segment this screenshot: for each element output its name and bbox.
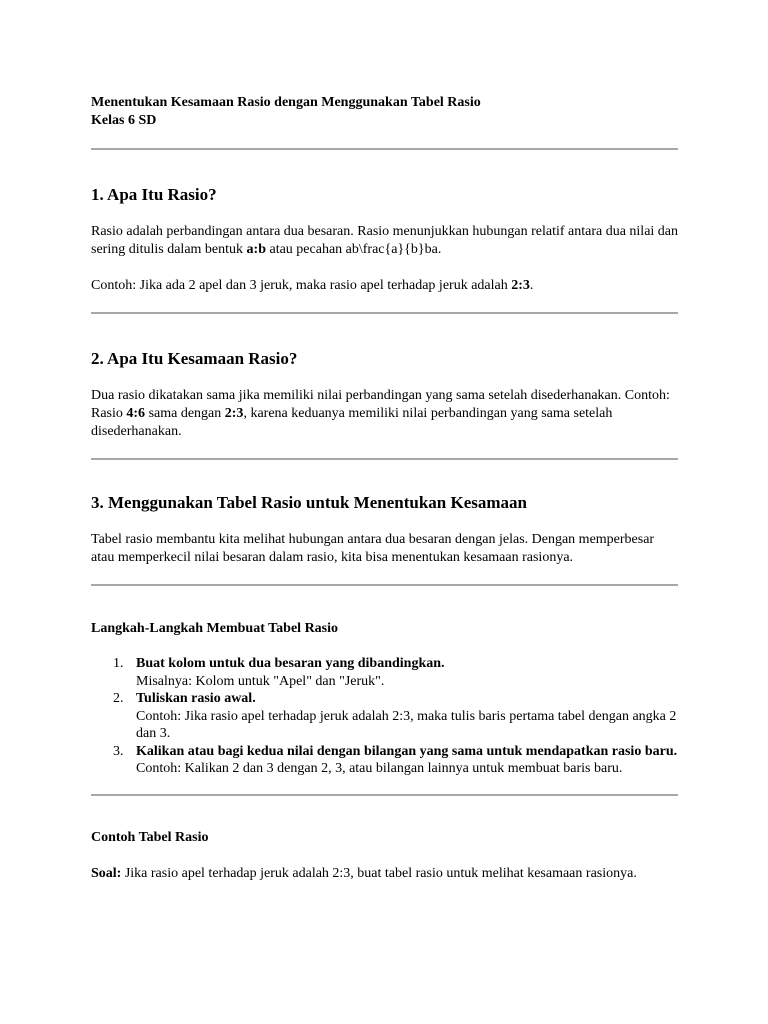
bold-text: 4:6: [126, 406, 146, 421]
list-item-number: 2.: [113, 691, 124, 706]
example-heading: Contoh Tabel Rasio: [91, 829, 209, 845]
text: .: [529, 278, 534, 293]
section-1-paragraph-2: [91, 277, 678, 295]
steps-heading: Langkah-Langkah Membuat Tabel Rasio: [91, 621, 339, 636]
text: sama dengan: [145, 406, 225, 421]
title-line-1: Menentukan Kesamaan Rasio dengan Menggunakan Tabel Rasio: [91, 95, 481, 110]
list-item-detail: Contoh: Kalikan 2 dan 3 dengan 2, 3, atau bilangan lainnya untuk membuat baris baru.: [136, 761, 623, 776]
list-item-title: Kalikan atau bagi kedua nilai dengan bilangan yang sama untuk mendapatkan rasio baru.: [136, 743, 678, 759]
steps-list: [91, 655, 678, 778]
bold-text: a:b: [246, 242, 266, 257]
divider-3: [91, 458, 678, 460]
divider-2: [91, 312, 678, 314]
section-3-paragraph: Tabel rasio membantu kita melihat hubungan antara dua besaran dengan jelas. Dengan memperbesar atau memperkecil nilai besaran dalam rasio, kita bisa menentukan kesamaan rasionya.: [91, 532, 655, 565]
text: Contoh: Jika ada 2 apel dan 3 jeruk, maka rasio apel terhadap jeruk adalah: [91, 278, 512, 293]
list-item: [91, 655, 678, 690]
section-2-paragraph: [91, 387, 678, 441]
section-3-heading: 3. Menggunakan Tabel Rasio untuk Menentukan Kesamaan: [91, 493, 527, 512]
bold-text: 2:3: [224, 406, 244, 421]
list-item-title: Tuliskan rasio awal.: [136, 691, 256, 706]
list-item: [91, 690, 678, 743]
divider-4: [91, 584, 678, 586]
text: Dua rasio dikatakan sama jika memiliki nilai perbandingan yang sama setelah disederhanakan. Contoh: Rasio: [91, 388, 670, 421]
list-item-detail: Misalnya: Kolom untuk "Apel" dan "Jeruk".: [136, 673, 385, 689]
divider-5: [91, 794, 678, 796]
problem-label: Soal:: [91, 865, 122, 881]
text: Rasio adalah perbandingan antara dua besaran. Rasio menunjukkan hubungan relatif antara dua nilai dan sering ditulis dalam bentuk: [91, 224, 679, 257]
list-item-number: 1.: [113, 656, 124, 671]
list-item: [91, 743, 678, 778]
example-problem: [91, 865, 678, 883]
list-item-title: Buat kolom untuk dua besaran yang dibandingkan.: [136, 656, 445, 671]
list-item-number: 3.: [113, 743, 124, 759]
section-2-heading: 2. Apa Itu Kesamaan Rasio?: [91, 349, 298, 368]
problem-text: Jika rasio apel terhadap jeruk adalah 2:3, buat tabel rasio untuk melihat kesamaan rasionya.: [121, 865, 637, 881]
section-1-heading: 1. Apa Itu Rasio?: [91, 185, 217, 204]
document-title: [91, 94, 678, 130]
bold-text: 2:3: [511, 278, 530, 293]
list-item-detail: Contoh: Jika rasio apel terhadap jeruk adalah 2:3, maka tulis baris pertama tabel dengan angka 2 dan 3.: [136, 708, 677, 741]
divider-1: [91, 148, 678, 150]
title-line-2: Kelas 6 SD: [91, 113, 157, 128]
text: atau pecahan ab\frac{a}{b}ba.: [265, 242, 442, 257]
document-page: [91, 94, 678, 883]
text: , karena keduanya memiliki nilai perbandingan yang sama setelah disederhanakan.: [91, 406, 613, 439]
section-1-paragraph-1: [91, 223, 678, 259]
